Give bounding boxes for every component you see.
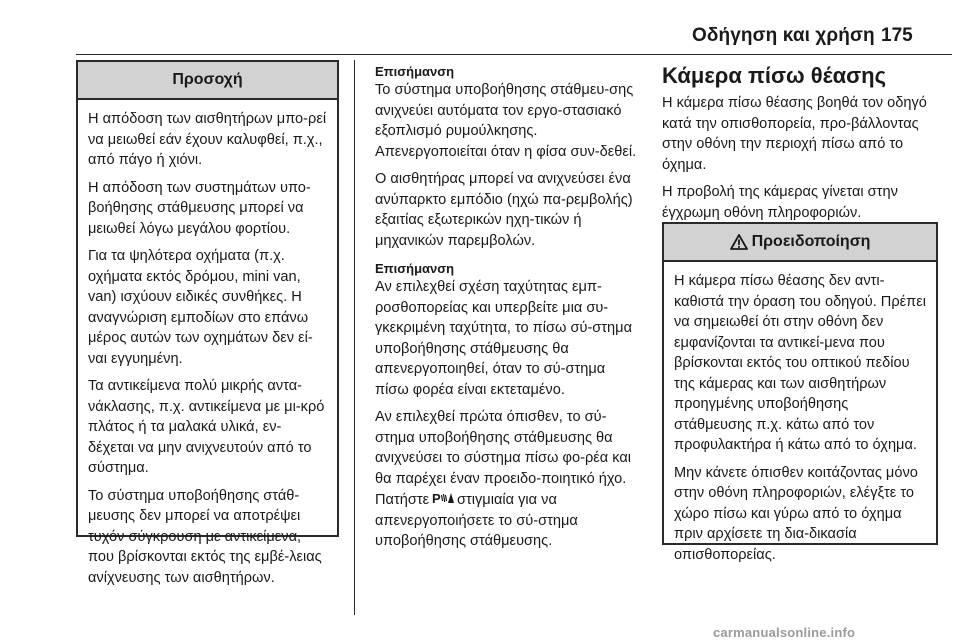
camera-section	[662, 63, 950, 223]
svg-text:P: P	[432, 491, 441, 505]
warning-header	[664, 224, 936, 262]
page-header	[0, 0, 960, 60]
caution-paragraph: Τα αντικείμενα πολύ μικρής αντα-νάκλασης, π.χ. αντικείμενα με μι-κρό πλάτος ή τα μαλακά υλικά, εν-δέχεται να μην ανιχνευτούν από το σύστημα.	[88, 378, 325, 476]
warning-triangle-icon	[730, 234, 748, 250]
caution-paragraph: Η απόδοση των αισθητήρων μπο-ρεί να μειωθεί εάν έχουν καλυφθεί, π.χ., από πάγο ή χιόνι.	[88, 111, 327, 168]
section-title: Οδήγηση και χρήση	[692, 25, 875, 46]
warning-box	[662, 222, 938, 563]
caution-paragraph: Το σύστημα υποβοήθησης στάθ-μευσης δεν μπορεί να αποτρέψει τυχόν σύγκρουση με αντικείμενα, που βρίσκονται εκτός της εμβέ-λειας ανίχνευσης των αισθητήρων.	[88, 487, 322, 586]
note-block	[375, 261, 637, 552]
note-paragraph: Το σύστημα υποβοήθησης στάθμευ-σης ανιχνεύει αυτόματα τον εργο-στασιακό εξοπλισμό ρυμούλκησης. Απενεργοποιείται όταν η φίσα συν-δεθεί.	[375, 82, 637, 160]
note-text: Αν επιλεχθεί πρώτα όπισθεν, το σύ-στημα υποβοήθησης στάθμευσης θα ανιχνεύσει το σύστημα πίσω φο-ρέα και θα παρέχει έναν προειδο-ποιητικό ήχο. Πατήστε	[375, 409, 632, 508]
warning-body	[664, 262, 936, 565]
note-label: Επισήμανση	[375, 261, 455, 276]
caution-box	[76, 60, 339, 586]
camera-heading: Κάμερα πίσω θέασης	[662, 63, 887, 88]
caution-paragraph: Η απόδοση των συστημάτων υπο-βοήθησης στάθμευσης μπορεί να μειωθεί λόγω μεγάλου φορτίου.	[88, 179, 311, 237]
warning-title: Προειδοποίηση	[751, 233, 871, 250]
note-paragraph-with-button	[375, 407, 637, 552]
caution-paragraph: Για τα ψηλότερα οχήματα (π.χ. οχήματα εκτός δρόμου, mini van, van) ισχύουν ειδικές συνθήκες. Η αναγνώριση εμποδίων στο επάνω μέρος αυτών των οχημάτων δεν εί-ναι εγγυημένη.	[88, 248, 313, 367]
notes-column	[375, 64, 637, 552]
camera-paragraph: Η προβολή της κάμερας γίνεται στην έγχρωμη οθόνη πληροφοριών.	[662, 184, 898, 221]
parking-assist-button-icon	[432, 489, 454, 510]
note-paragraph: Ο αισθητήρας μπορεί να ανιχνεύσει ένα ανύπαρκτο εμπόδιο (ηχώ πα-ρεμβολής) εξαιτίας εξωτερικών ηχη-τικών ή μηχανικών παρεμβολών.	[375, 171, 633, 249]
note-label: Επισήμανση	[375, 64, 455, 79]
header-rule	[76, 54, 952, 55]
column-divider	[354, 60, 355, 615]
caution-title: Προσοχή	[78, 62, 337, 100]
note-text: στιγμιαία για να απενεργοποιήσετε το σύ-στημα υποβοήθησης στάθμευσης.	[375, 492, 578, 549]
note-paragraph: Αν επιλεχθεί σχέση ταχύτητας εμπ-ροσθοπορείας και υπερβείτε μια συ-γκεκριμένη ταχύτητα, το πίσω σύ-στημα υποβοήθησης στάθμευσης θα απενεργοποιηθεί, όταν το σύ-στημα πίσω φορέα είναι εκτεταμένο.	[375, 279, 633, 398]
camera-paragraph: Η κάμερα πίσω θέασης βοηθά τον οδηγό κατά την οπισθοπορεία, προ-βάλλοντας στην οθόνη την περιοχή πίσω από το όχημα.	[662, 95, 927, 173]
watermark: carmanualsonline.info	[713, 625, 856, 640]
page-number: 175	[881, 25, 913, 46]
warning-paragraph: Μην κάνετε όπισθεν κοιτάζοντας μόνο στην οθόνη πληροφοριών, ελέγξτε το χώρο πίσω και γύρω από το όχημα πριν αρχίσετε τη δια-δικασία οπισθοπορείας.	[674, 464, 918, 563]
warning-paragraph: Η κάμερα πίσω θέασης δεν αντι-καθιστά την όραση του οδηγού. Πρέπει να σημειωθεί ότι στην οθόνη δεν εμφανίζονται τα αντικεί-μενα που βρίσκονται εκτός του οπτικού πεδίου της κάμερας και των αισθητήρων προηγμένης υποβοήθησης στάθμευσης π.χ. κάτω από τον προφυλακτήρα ή κάτω από το όχημα.	[674, 273, 926, 453]
caution-body	[78, 100, 337, 588]
note-block	[375, 64, 637, 251]
